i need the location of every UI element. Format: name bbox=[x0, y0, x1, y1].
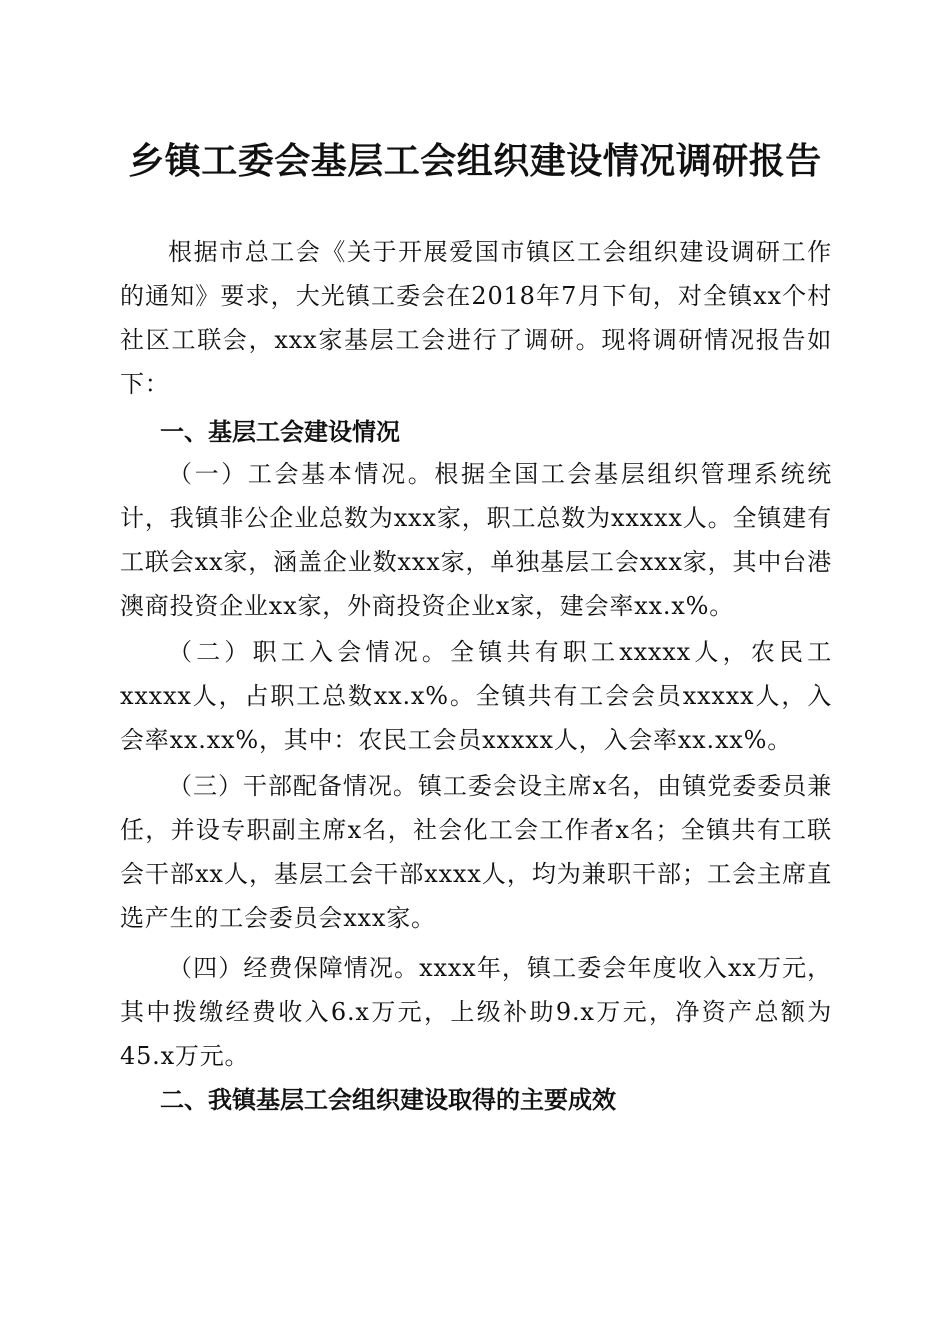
paragraph-union-basics: （一）工会基本情况。根据全国工会基层组织管理系统统计，我镇非公企业总数为xxx家，职工总数为xxxxx人。全镇建有工联会xx家，涵盖企业数xxx家，单独基层工会xxx家，其中台港澳商投资企业xx家，外商投资企业x家，建会率xx.x%。 bbox=[120, 460, 832, 620]
intro-paragraph: 根据市总工会《关于开展爱国市镇区工会组织建设调研工作的通知》要求，大光镇工委会在2018年7月下旬，对全镇xx个村社区工联会，xxx家基层工会进行了调研。现将调研情况报告如下： bbox=[120, 238, 832, 398]
section-heading-achievements: 二、我镇基层工会组织建设取得的主要成效 bbox=[160, 1086, 616, 1114]
paragraph-staffing: （三）干部配备情况。镇工委会设主席x名，由镇党委委员兼任，并设专职副主席x名，社会化工会工作者x名；全镇共有工联会干部xx人，基层工会干部xxxx人，均为兼职干部；工会主席直选产生的工会委员会xxx家。 bbox=[120, 772, 832, 932]
document-title: 乡镇工委会基层工会组织建设情况调研报告 bbox=[128, 141, 822, 182]
paragraph-funding: （四）经费保障情况。xxxx年，镇工委会年度收入xx万元，其中拨缴经费收入6.x万元，上级补助9.x万元，净资产总额为45.x万元。 bbox=[120, 954, 832, 1070]
paragraph-membership: （二）职工入会情况。全镇共有职工xxxxx人，农民工xxxxx人，占职工总数xx.x%。全镇共有工会会员xxxxx人，入会率xx.xx%，其中：农民工会员xxxxx人，入会率xx.xx%。 bbox=[120, 638, 832, 754]
section-heading-basic-situation: 一、基层工会建设情况 bbox=[160, 418, 400, 446]
